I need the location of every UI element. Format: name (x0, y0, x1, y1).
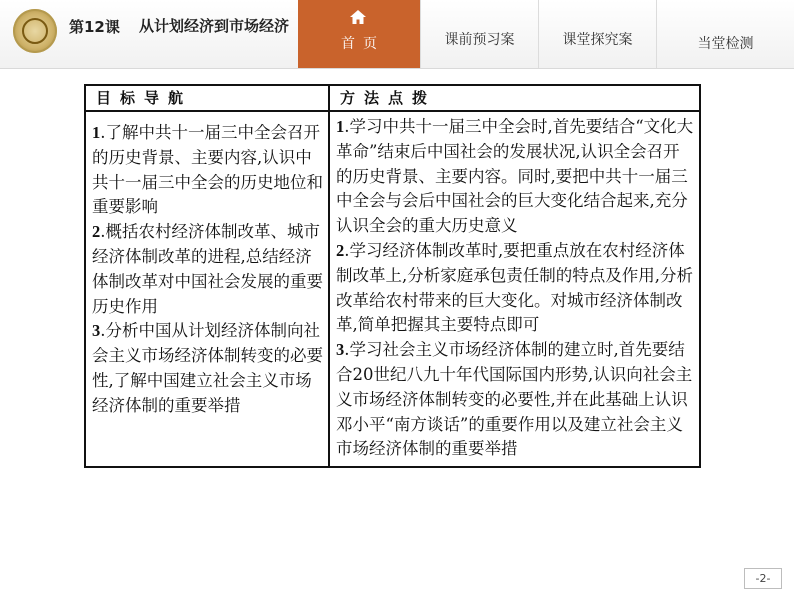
goal-item: 2.概括农村经济体制改革、城市经济体制改革的进程,总结经济体制改革对中国社会发展的重要历史作用 (92, 222, 323, 316)
goals-cell (85, 111, 329, 467)
header-goals: 目标导航 (85, 85, 329, 111)
home-icon (350, 10, 366, 24)
tab-explore[interactable] (538, 0, 656, 68)
goal-item: 3.分析中国从计划经济体制向社会主义市场经济体制转变的必要性,了解中国建立社会主义市场经济体制的重要举措 (92, 321, 323, 415)
method-item: 2.学习经济体制改革时,要把重点放在农村经济体制改革上,分析家庭承包责任制的特点及作用,分析改革给农村带来的巨大变化。对城市经济体制改革,简单把握其主要特点即可 (336, 240, 693, 335)
methods-cell (329, 111, 700, 467)
content-table (84, 84, 701, 468)
lesson-number: 第12课 (69, 18, 120, 36)
method-item: 1.学习中共十一届三中全会时,首先要结合“文化大革命”结束后中国社会的发展状况,认识全会召开的历史背景、主要内容。同时,要把中共十一届三中全会与会后中国社会的巨大变化结合起来,充分认识全会的重大历史意义 (336, 117, 694, 236)
tab-label: 当堂检测 (697, 36, 754, 52)
method-item: 3.学习社会主义市场经济体制的建立时,首先要结合20世纪八九十年代国际国内形势,认识向社会主义市场经济体制转变的必要性,并在此基础上认识邓小平“南方谈话”的重要作用以及建立社会主义市场经济体制的重要举措 (336, 340, 693, 459)
tab-label: 课堂探究案 (562, 32, 633, 48)
nav-home-label: 首页 (341, 36, 385, 52)
goal-item: 1.了解中共十一届三中全会召开的历史背景、主要内容,认识中共十一届三中全会的历史地位和重要影响 (92, 123, 323, 217)
school-emblem-icon (13, 9, 57, 53)
tab-check[interactable] (656, 0, 794, 68)
tab-preview[interactable] (420, 0, 538, 68)
nav-home-button[interactable] (298, 0, 420, 68)
top-bar (0, 0, 794, 69)
header-methods: 方法点拨 (329, 85, 700, 111)
lesson-title: 从计划经济到市场经济 (139, 17, 290, 35)
page-number: -2- (744, 568, 782, 589)
tab-label: 课前预习案 (444, 32, 515, 48)
